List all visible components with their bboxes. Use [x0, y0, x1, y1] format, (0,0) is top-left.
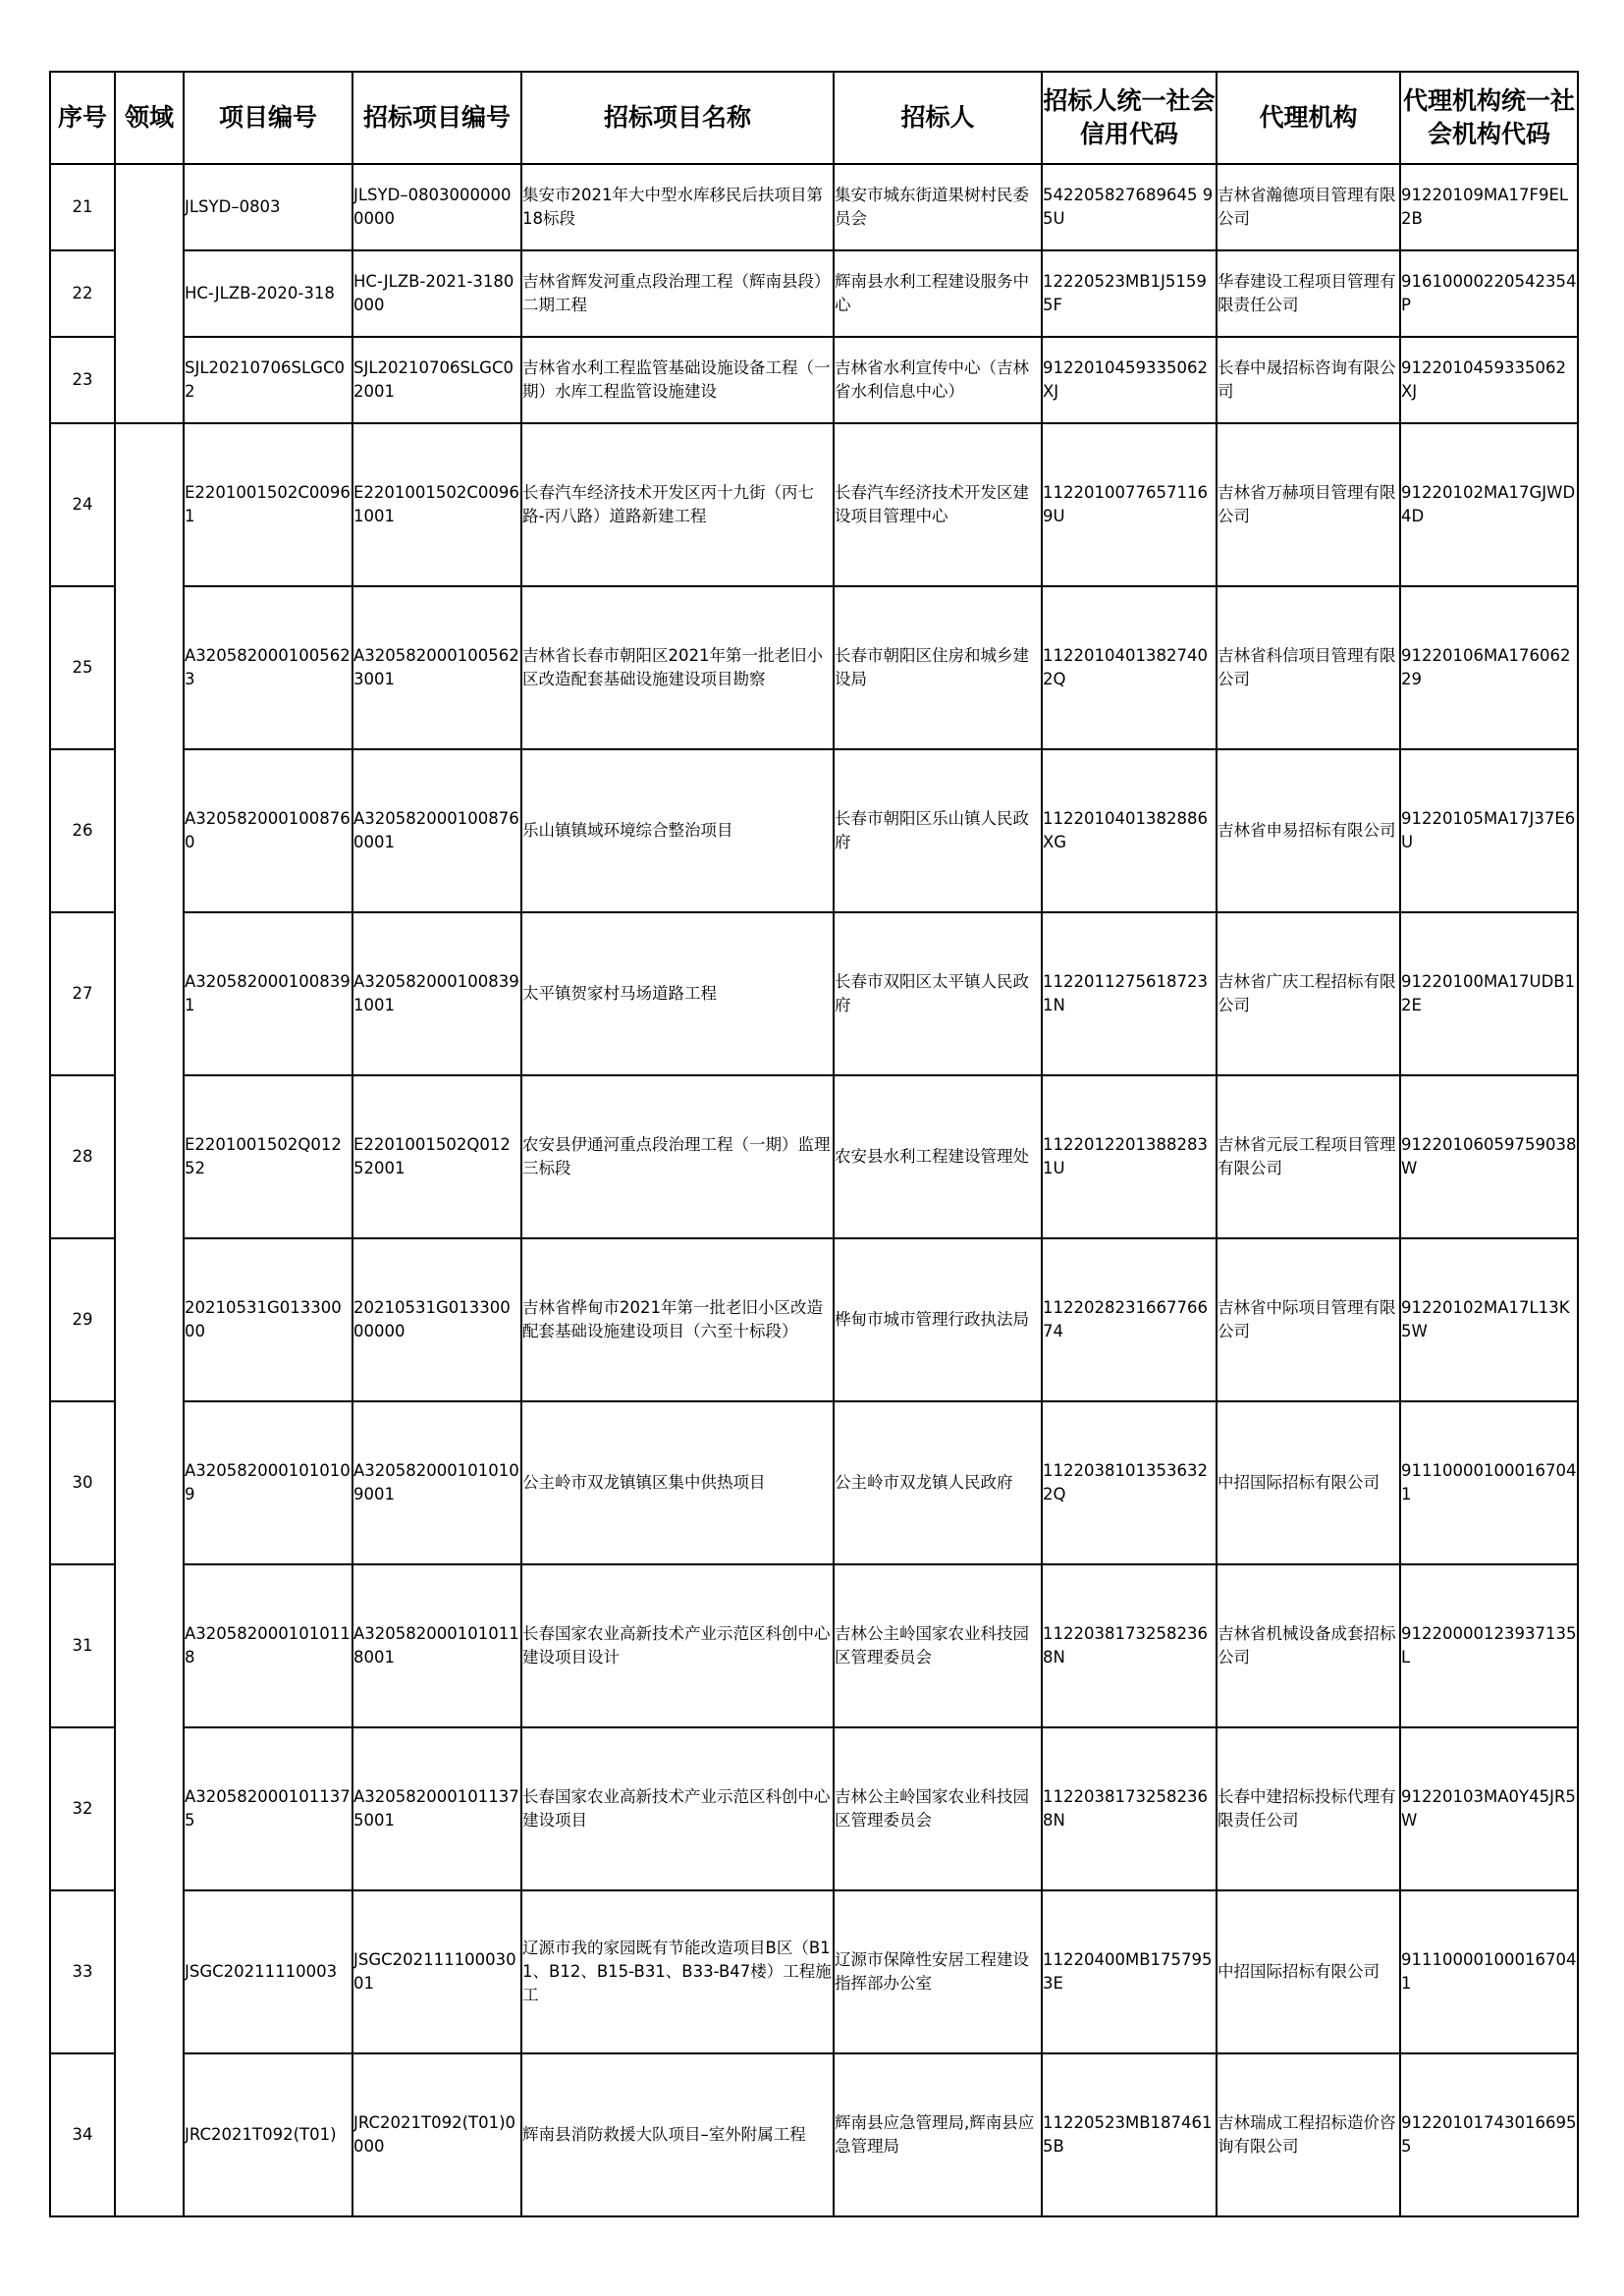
- agency: 吉林省元辰工程项目管理有限公司: [1217, 1075, 1400, 1238]
- agency-code: 911100001000167041: [1400, 1890, 1578, 2053]
- row-no: 32: [50, 1727, 115, 1890]
- bid-code: 20210531G01330000000: [352, 1238, 521, 1401]
- agency-code: 91220000123937135L: [1400, 1564, 1578, 1727]
- project-code: JLSYD–0803: [184, 164, 352, 250]
- tenderer: 辉南县应急管理局,辉南县应急管理局: [834, 2053, 1042, 2216]
- agency: 吉林省万赫项目管理有限公司: [1217, 423, 1400, 586]
- table-row: [50, 1727, 1578, 1890]
- agency-code: 91220103MA0Y45JR5W: [1400, 1727, 1578, 1890]
- header-cell-domain: 领域: [115, 72, 184, 164]
- tenderer: 集安市城东街道果树村民委员会: [834, 164, 1042, 250]
- agency: 吉林省广庆工程招标有限公司: [1217, 912, 1400, 1075]
- agency: 华春建设工程项目管理有限责任公司: [1217, 250, 1400, 337]
- table-row: [50, 1890, 1578, 2053]
- bid-name: 乐山镇镇域环境综合整治项目: [521, 749, 834, 912]
- table-row: [50, 1075, 1578, 1238]
- row-no: 22: [50, 250, 115, 337]
- row-no: 31: [50, 1564, 115, 1727]
- row-no: 24: [50, 423, 115, 586]
- agency: 吉林省瀚德项目管理有限公司: [1217, 164, 1400, 250]
- bid-name: 辉南县消防救援大队项目–室外附属工程: [521, 2053, 834, 2216]
- header-row: [50, 72, 1578, 164]
- tenderer-credit: 11220104013827402Q: [1042, 586, 1217, 749]
- table-row: [50, 423, 1578, 586]
- table-row: [50, 586, 1578, 749]
- tenderer-credit: 1122010401382886XG: [1042, 749, 1217, 912]
- agency-code: 912201017430166955: [1400, 2053, 1578, 2216]
- project-code: A3205820001011375: [184, 1727, 352, 1890]
- bid-code: A3205820001010118001: [352, 1564, 521, 1727]
- tenderer: 辉南县水利工程建设服务中心: [834, 250, 1042, 337]
- row-no: 27: [50, 912, 115, 1075]
- bid-name: 长春国家农业高新技术产业示范区科创中心建设项目设计: [521, 1564, 834, 1727]
- tenderer-credit: 11220100776571169U: [1042, 423, 1217, 586]
- project-code: A3205820001008760: [184, 749, 352, 912]
- tenderer: 农安县水利工程建设管理处: [834, 1075, 1042, 1238]
- table-row: [50, 250, 1578, 337]
- bid-name: 长春汽车经济技术开发区丙十九街（丙七路-丙八路）道路新建工程: [521, 423, 834, 586]
- agency: 吉林瑞成工程招标造价咨询有限公司: [1217, 2053, 1400, 2216]
- project-code: 20210531G01330000: [184, 1238, 352, 1401]
- tenderer-credit: 11220381732582368N: [1042, 1727, 1217, 1890]
- table-row: [50, 2053, 1578, 2216]
- table-row: [50, 1564, 1578, 1727]
- bid-name: 公主岭市双龙镇镇区集中供热项目: [521, 1401, 834, 1564]
- bid-name: 农安县伊通河重点段治理工程（一期）监理三标段: [521, 1075, 834, 1238]
- bid-code: A3205820001011375001: [352, 1727, 521, 1890]
- row-no: 34: [50, 2053, 115, 2216]
- header-cell-tenderer: 招标人: [834, 72, 1042, 164]
- agency-code: 91220104593350​62XJ: [1400, 337, 1578, 423]
- agency: 长春中建招标投标代理有限责任公司: [1217, 1727, 1400, 1890]
- header-cell-tenderer-credit: 招标人统一社会信用代码: [1042, 72, 1217, 164]
- row-no: 30: [50, 1401, 115, 1564]
- header-cell-agency-code: 代理机构统一社会机构代码: [1400, 72, 1578, 164]
- agency: 吉林省申易招标有限公司: [1217, 749, 1400, 912]
- agency-code: 91220106MA17606229: [1400, 586, 1578, 749]
- bid-name: 吉林省桦甸市2021年第一批老旧小区改造配套基础设施建设项目（六至十标段）: [521, 1238, 834, 1401]
- domain-cell: [115, 164, 184, 423]
- bid-code: A3205820001005623001: [352, 586, 521, 749]
- table-row: [50, 164, 1578, 250]
- tenderer-credit: 542205827689645 9 5U: [1042, 164, 1217, 250]
- agency: 吉林省中际项目管理有限公司: [1217, 1238, 1400, 1401]
- bid-name: 太平镇贺家村马场道路工程: [521, 912, 834, 1075]
- header-cell-project-code: 项目编号: [184, 72, 352, 164]
- bid-name: 吉林省水利工程监管基础设施设备工程（一期）水库工程监管设施建设: [521, 337, 834, 423]
- bid-code: JLSYD–08030000000000: [352, 164, 521, 250]
- project-code: HC-JLZB-2020-318: [184, 250, 352, 337]
- bid-name: 长春国家农业高新技术产业示范区科创中心建设项目: [521, 1727, 834, 1890]
- row-no: 26: [50, 749, 115, 912]
- header-cell-agency: 代理机构: [1217, 72, 1400, 164]
- tenderer-credit: 11220381013536322Q: [1042, 1401, 1217, 1564]
- tenderer: 长春市朝阳区乐山镇人民政府: [834, 749, 1042, 912]
- tenderer: 公主岭市双龙镇人民政府: [834, 1401, 1042, 1564]
- bid-code: JRC2021T092(T01)0000: [352, 2053, 521, 2216]
- bid-code: E2201001502Q01252001: [352, 1075, 521, 1238]
- project-code: A3205820001010109: [184, 1401, 352, 1564]
- tenderer: 辽源市保障性安居工程建设指挥部办公室: [834, 1890, 1042, 2053]
- bid-code: SJL20210706SLGC02001: [352, 337, 521, 423]
- bid-code: HC-JLZB-2021-3180000: [352, 250, 521, 337]
- agency-code: 91220102MA17L13K5W: [1400, 1238, 1578, 1401]
- row-no: 33: [50, 1890, 115, 2053]
- tenderer: 桦甸市城市管理行政执法局: [834, 1238, 1042, 1401]
- bid-name: 集安市2021年大中型水库移民后扶项目第18标段: [521, 164, 834, 250]
- project-code: JSGC20211110003: [184, 1890, 352, 2053]
- agency-code: 91220100MA17UDB12E: [1400, 912, 1578, 1075]
- header-cell-no: 序号: [50, 72, 115, 164]
- agency-code: 91220106059759038W: [1400, 1075, 1578, 1238]
- table-row: [50, 912, 1578, 1075]
- tenderer-credit: 11220400MB1757953E: [1042, 1890, 1217, 2053]
- agency: 中招国际招标有限公司: [1217, 1890, 1400, 2053]
- bid-name: 辽源市我的家园既有节能改造项目B区（B11、B12、B15-B31、B33-B47楼）工程施工: [521, 1890, 834, 2053]
- tenderer-credit: 1122028231667766 74: [1042, 1238, 1217, 1401]
- tenderer-credit: 11220122013882831U: [1042, 1075, 1217, 1238]
- project-code: E2201001502C00961: [184, 423, 352, 586]
- project-code: E2201001502Q01252: [184, 1075, 352, 1238]
- bid-name: 吉林省辉发河重点段治理工程（辉南县段）二期工程: [521, 250, 834, 337]
- agency-code: 91220102MA17GJWD4D: [1400, 423, 1578, 586]
- agency: 中招国际招标有限公司: [1217, 1401, 1400, 1564]
- tenderer: 吉林公主岭国家农业科技园区管理委员会: [834, 1564, 1042, 1727]
- tenderer: 吉林省水利宣传中心（吉林省水利信息中心）: [834, 337, 1042, 423]
- row-no: 25: [50, 586, 115, 749]
- project-code: JRC2021T092(T01): [184, 2053, 352, 2216]
- agency: 长春中晟招标咨询有限公司: [1217, 337, 1400, 423]
- agency-code: 911100001000167041: [1400, 1401, 1578, 1564]
- row-no: 28: [50, 1075, 115, 1238]
- tenderer-credit: 11220381732582368N: [1042, 1564, 1217, 1727]
- agency: 吉林省科信项目管理有限公司: [1217, 586, 1400, 749]
- tenderer: 长春市朝阳区住房和城乡建设局: [834, 586, 1042, 749]
- table-row: [50, 1238, 1578, 1401]
- header-cell-bid-code: 招标项目编号: [352, 72, 521, 164]
- agency-code: 91220109MA17F9EL2B: [1400, 164, 1578, 250]
- project-code: A3205820001010118: [184, 1564, 352, 1727]
- bid-code: A3205820001008760001: [352, 749, 521, 912]
- agency-code: 91220105MA17J37E6U: [1400, 749, 1578, 912]
- tenderer-credit: 11220523MB1874615B: [1042, 2053, 1217, 2216]
- bid-code: E2201001502C00961001: [352, 423, 521, 586]
- table-row: [50, 337, 1578, 423]
- table-row: [50, 749, 1578, 912]
- projects-table: [49, 71, 1579, 2217]
- agency-code: 91610000220542354P: [1400, 250, 1578, 337]
- tenderer-credit: 91220104593350​62XJ: [1042, 337, 1217, 423]
- header-cell-bid-name: 招标项目名称: [521, 72, 834, 164]
- bid-code: A3205820001010109001: [352, 1401, 521, 1564]
- agency: 吉林省机械设备成套招标公司: [1217, 1564, 1400, 1727]
- row-no: 23: [50, 337, 115, 423]
- domain-cell: [115, 423, 184, 2216]
- project-code: A3205820001005623: [184, 586, 352, 749]
- row-no: 21: [50, 164, 115, 250]
- tenderer-credit: 11220112756187231N: [1042, 912, 1217, 1075]
- bid-code: A3205820001008391001: [352, 912, 521, 1075]
- tenderer: 长春市双阳区太平镇人民政府: [834, 912, 1042, 1075]
- bid-name: 吉林省长春市朝阳区2021年第一批老旧小区改造配套基础设施建设项目勘察: [521, 586, 834, 749]
- tenderer-credit: 12220523MB1J51595F: [1042, 250, 1217, 337]
- bid-code: JSGC20211110003001: [352, 1890, 521, 2053]
- tenderer: 长春汽车经济技术开发区建设项目管理中心: [834, 423, 1042, 586]
- project-code: A3205820001008391: [184, 912, 352, 1075]
- tenderer: 吉林公主岭国家农业科技园区管理委员会: [834, 1727, 1042, 1890]
- table-row: [50, 1401, 1578, 1564]
- project-code: SJL20210706SLGC02: [184, 337, 352, 423]
- row-no: 29: [50, 1238, 115, 1401]
